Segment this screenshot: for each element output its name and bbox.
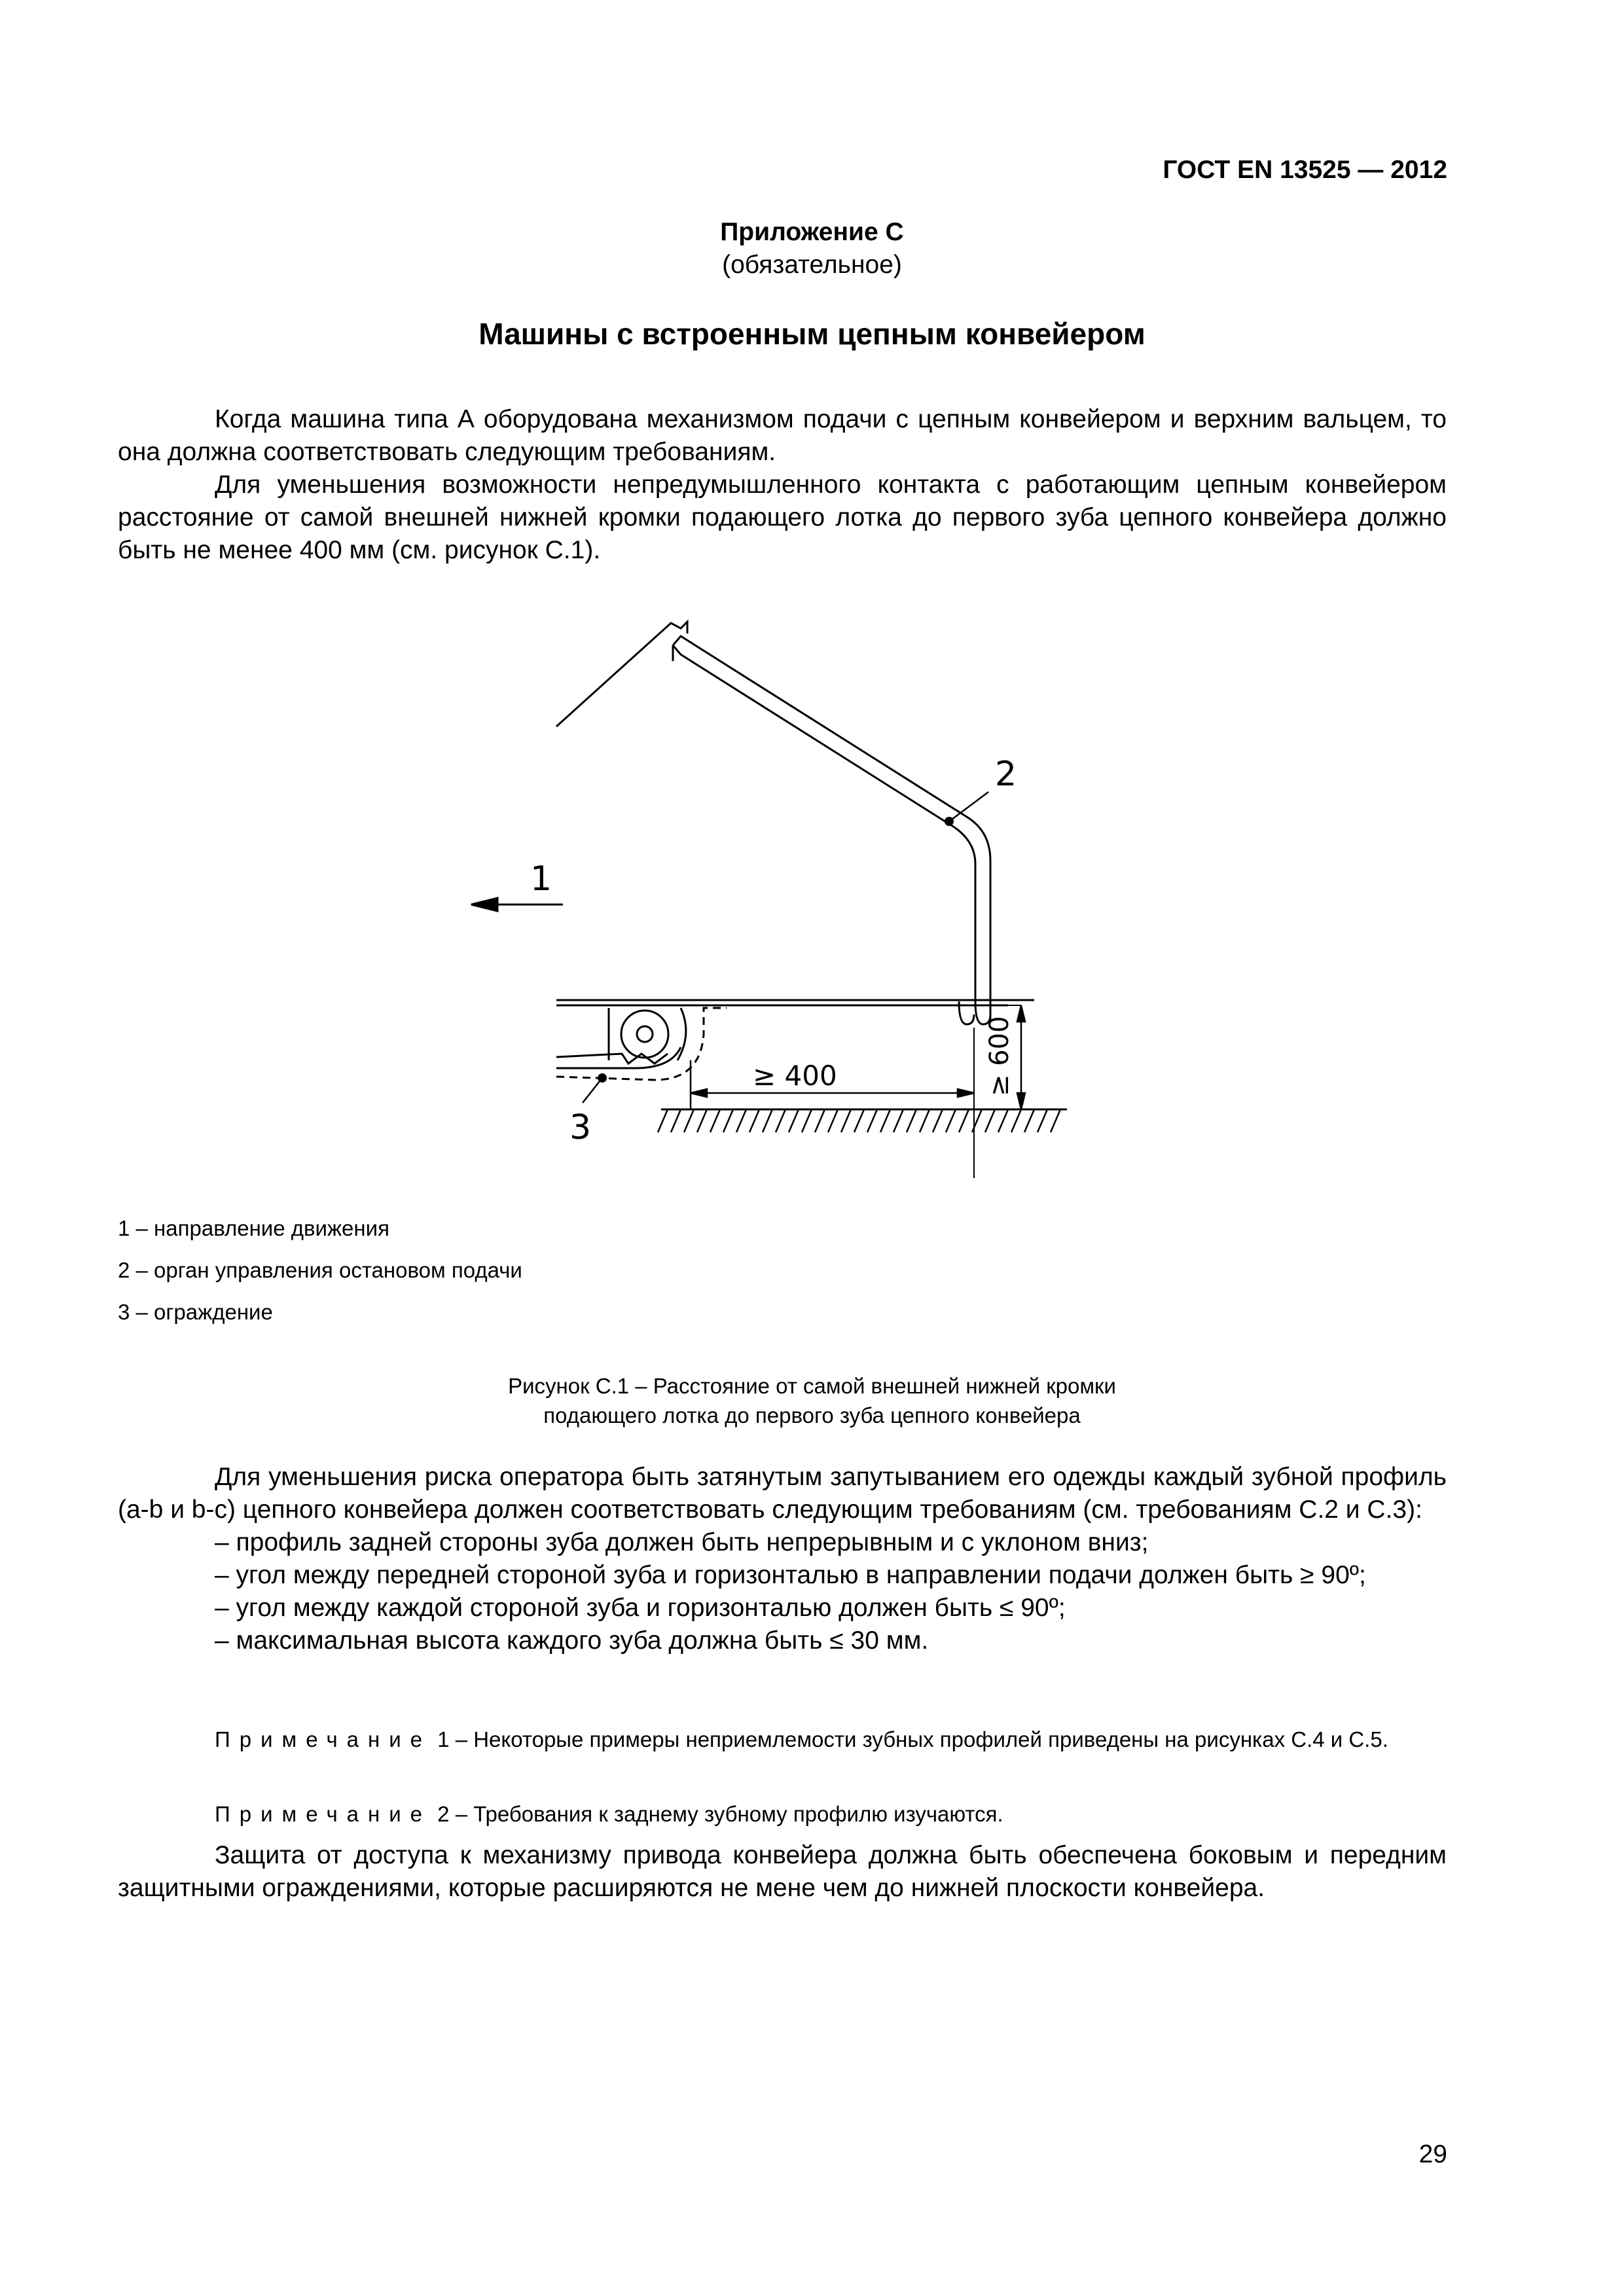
requirement-item-4: – максимальная высота каждого зуба должна быть ≤ 30 мм. <box>215 1626 929 1655</box>
note-2-label: Примечание <box>215 1802 432 1826</box>
figure-label-3: 3 <box>569 1108 592 1147</box>
requirement-item-1: – профиль задней стороны зуба должен быть непрерывным и с уклоном вниз; <box>215 1528 1149 1556</box>
closing-text <box>118 1839 1447 1905</box>
leader-dot-2 <box>945 817 954 826</box>
note-2 <box>118 1800 1447 1828</box>
intro-text <box>118 403 1447 567</box>
requirement-item-3: – угол между каждой стороной зуба и горизонталью должен быть ≤ 90º; <box>215 1594 1066 1622</box>
legend-item-3: 3 – ограждение <box>118 1300 273 1324</box>
requirement-item-2: – угол между передней стороной зуба и горизонталью в направлении подачи должен быть ≥ 90º; <box>215 1561 1366 1589</box>
legend-item-2: 2 – орган управления остановом подачи <box>118 1258 522 1282</box>
note-2-text: 2 – Требования к заднему зубному профилю изучаются. <box>431 1802 1003 1826</box>
figure-caption-line-1: Рисунок С.1 – Расстояние от самой внешней нижней кромки <box>508 1374 1116 1398</box>
requirements-paragraph: Для уменьшения риска оператора быть затянутым запутыванием его одежды каждый зубной профиль (a-b и b-c) цепного конвейера должен соответствовать следующим требованиям (см. требованиям С.2 и С.3): <box>118 1463 1447 1524</box>
stop-control-bar-outer <box>673 636 990 1021</box>
closing-paragraph: Защита от доступа к механизму привода конвейера должна быть обеспечена боковым и передним защитными ограждениями, которые расширяются не мене чем до нижней плоскости конвейера. <box>118 1841 1447 1902</box>
dimension-vertical: ≥ 600 <box>984 1016 1015 1096</box>
note-1-label: Примечание <box>215 1727 432 1751</box>
dimension-horizontal: ≥ 400 <box>753 1060 837 1092</box>
note-1 <box>118 1725 1447 1753</box>
annex-status: (обязательное) <box>722 251 902 279</box>
document-code: ГОСТ EN 13525 — 2012 <box>1163 156 1447 184</box>
intro-paragraph-1: Когда машина типа А оборудована механизмом подачи с цепным конвейером и верхним вальцем, то она должна соответствовать следующим требованиям. <box>118 405 1447 466</box>
page-number: 29 <box>1418 2140 1447 2168</box>
figure-caption-line-2: подающего лотка до первого зуба цепного конвейера <box>543 1403 1081 1427</box>
stop-control-bar-inner <box>673 645 975 1001</box>
annex-title: Приложение С <box>720 218 904 246</box>
requirements-text <box>118 1461 1447 1657</box>
note-1-text: 1 – Некоторые примеры неприемлемости зубных профилей приведены на рисунках С.4 и С.5. <box>431 1727 1388 1751</box>
section-title: Машины с встроенным цепным конвейером <box>478 317 1146 351</box>
direction-arrow <box>471 898 563 911</box>
legend-item-1: 1 – направление движения <box>118 1216 389 1240</box>
intro-paragraph-2: Для уменьшения возможности непредумышленного контакта с работающим цепным конвейером расстояние от самой внешней нижней кромки подающего лотка до первого зуба цепного конвейера должно быть не менее 400 мм (см. рисунок С.1). <box>118 471 1447 564</box>
figure-c1 <box>445 602 1113 1178</box>
conveyor-chain <box>556 1054 668 1064</box>
feed-tray-outline <box>556 622 687 726</box>
figure-label-2: 2 <box>995 755 1017 794</box>
sprocket-wheel <box>621 1011 668 1058</box>
leader-dot-3 <box>598 1073 607 1083</box>
figure-label-1: 1 <box>530 859 552 899</box>
